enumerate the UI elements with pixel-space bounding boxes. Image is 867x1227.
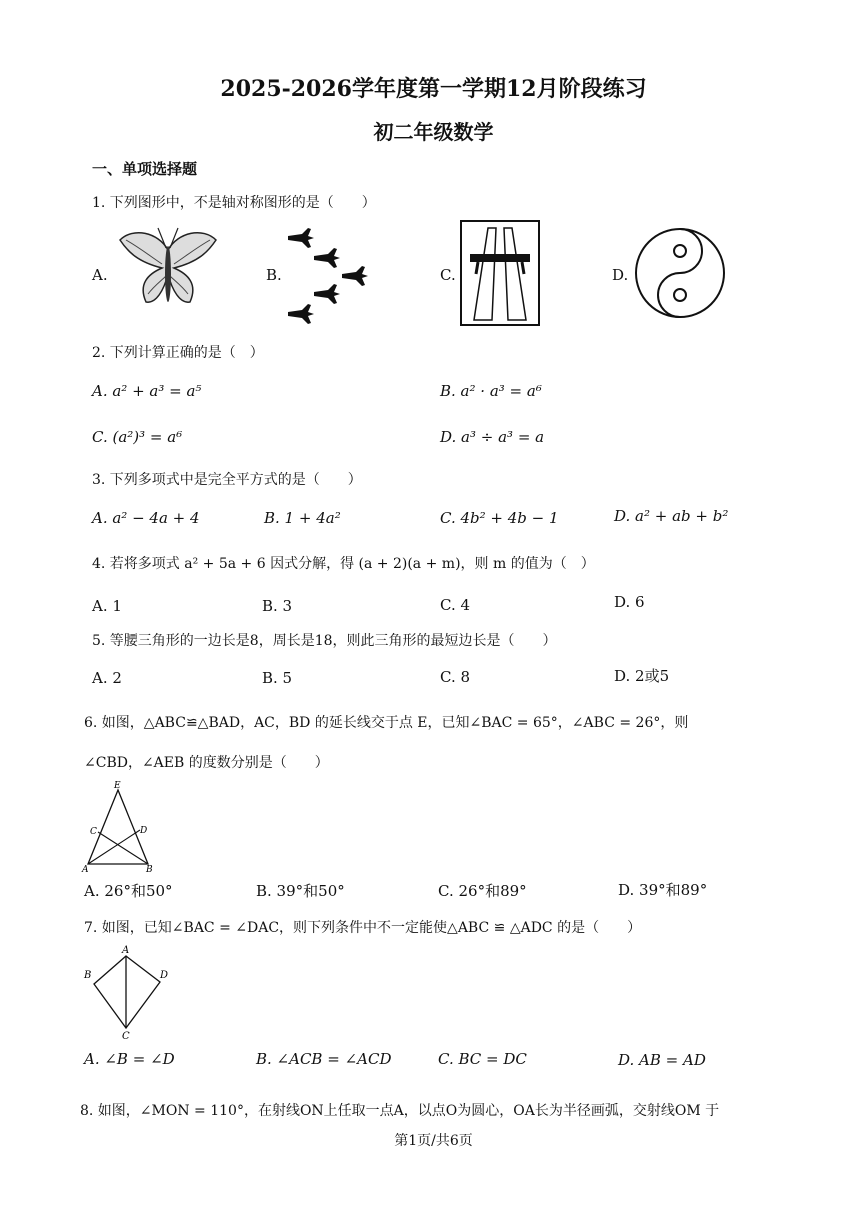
q7-option-a: A. ∠B = ∠D — [84, 1050, 175, 1068]
q4-option-a: A. 1 — [92, 597, 122, 615]
q5-option-b: B. 5 — [262, 669, 293, 687]
q1-option-a: A. — [92, 266, 108, 284]
q7-label-b: B — [84, 970, 92, 981]
q6-option-d: D. 39°和89° — [618, 881, 708, 899]
q1-option-c: C. — [440, 266, 456, 284]
butterfly-icon — [118, 222, 218, 314]
q6-label-c: C — [90, 827, 97, 837]
q6-stem-line1: 6. 如图，△ABC≌△BAD，AC，BD 的延长线交于点 E，已知∠BAC = 65°，∠ABC = 26°，则 — [84, 715, 689, 731]
q4-stem: 4. 若将多项式 a² + 5a + 6 因式分解，得 (a + 2)(a + m)，则 m 的值为（ ） — [92, 556, 595, 572]
q2-option-a: A. a² + a³ = a⁵ — [92, 382, 202, 400]
q2-option-c: C. (a²)³ = a⁶ — [92, 428, 183, 446]
q1-option-b: B. — [266, 266, 282, 284]
q1-stem: 1. 下列图形中，不是轴对称图形的是（ ） — [92, 195, 376, 211]
q7-option-b: B. ∠ACB = ∠ACD — [256, 1050, 392, 1068]
q3-option-b: B. 1 + 4a² — [264, 509, 341, 527]
q6-label-d: D — [140, 826, 148, 836]
q2-stem: 2. 下列计算正确的是（ ） — [92, 345, 264, 361]
q6-label-a: A — [82, 865, 89, 875]
highway-sign-icon — [460, 220, 540, 326]
q5-option-a: A. 2 — [92, 669, 122, 687]
q4-option-d: D. 6 — [614, 593, 645, 611]
q7-stem: 7. 如图，已知∠BAC = ∠DAC，则下列条件中不一定能使△ABC ≌ △ADC 的是（ ） — [84, 920, 642, 936]
page-number: 第1页/共6页 — [394, 1133, 473, 1149]
q6-option-a: A. 26°和50° — [84, 882, 173, 900]
q6-option-c: C. 26°和89° — [438, 882, 527, 900]
exam-subtitle: 初二年级数学 — [373, 120, 494, 144]
exam-title: 2025-2026学年度第一学期12月阶段练习 — [220, 76, 647, 102]
section-heading: 一、单项选择题 — [92, 160, 198, 178]
q5-option-c: C. 8 — [440, 668, 471, 686]
q7-figure — [82, 944, 172, 1040]
q5-option-d: D. 2或5 — [614, 667, 670, 685]
q4-option-b: B. 3 — [262, 597, 293, 615]
q7-label-a: A — [122, 945, 130, 956]
q7-label-d: D — [160, 970, 169, 981]
q3-option-a: A. a² − 4a + 4 — [92, 509, 200, 527]
q1-option-d: D. — [612, 266, 629, 284]
q6-label-b: B — [146, 865, 153, 875]
q2-option-b: B. a² · a³ = a⁶ — [440, 382, 542, 400]
q7-option-d: D. AB = AD — [618, 1051, 706, 1069]
q3-option-d: D. a² + ab + b² — [614, 507, 729, 525]
q3-stem: 3. 下列多项式中是完全平方式的是（ ） — [92, 472, 362, 488]
q7-label-c: C — [122, 1031, 130, 1042]
yin-yang-icon — [634, 227, 726, 319]
airplanes-icon — [284, 226, 374, 326]
q8-stem: 8. 如图，∠MON = 110°，在射线ON上任取一点A，以点O为圆心，OA长为半径画弧，交射线OM 于 — [80, 1103, 720, 1119]
q6-figure — [82, 780, 162, 875]
q6-stem-line2: ∠CBD，∠AEB 的度数分别是（ ） — [84, 755, 329, 771]
q6-label-e: E — [114, 781, 121, 791]
q3-option-c: C. 4b² + 4b − 1 — [440, 509, 559, 527]
q4-option-c: C. 4 — [440, 596, 471, 614]
q7-option-c: C. BC = DC — [438, 1050, 527, 1068]
q5-stem: 5. 等腰三角形的一边长是8，周长是18，则此三角形的最短边长是（ ） — [92, 633, 557, 649]
q6-option-b: B. 39°和50° — [256, 882, 345, 900]
q2-option-d: D. a³ ÷ a³ = a — [440, 428, 545, 446]
